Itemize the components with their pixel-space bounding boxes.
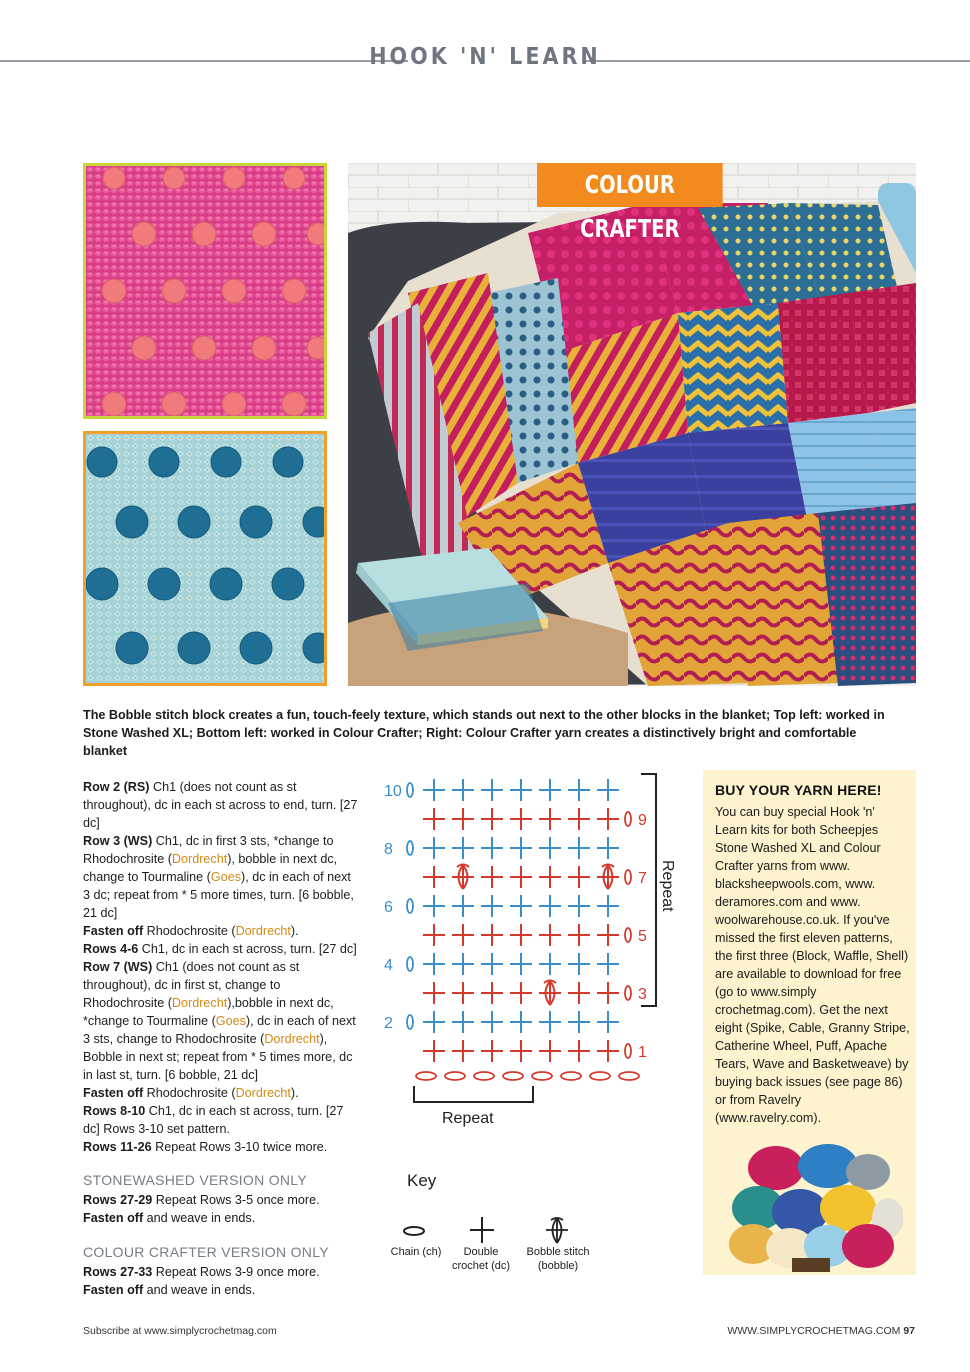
row-7: Row 7 (WS) Ch1 (does not count as st throughout), dc in first st, change to Rhodochrosite (Dordrecht),bobble in next dc, *change to Tourmaline (Goes), dc in each of next 3 sts, change to Rhodochrosite (Dordrecht), Bobble in next st; repeat from * 5 times more, dc in last st, turn. [6 bobble, 21 dc] bbox=[83, 960, 356, 1082]
stonewashed-heading: STONEWASHED VERSION ONLY bbox=[83, 1172, 307, 1188]
double-crochet-symbol bbox=[470, 1217, 494, 1243]
photo-caption: The Bobble stitch block creates a fun, touch-feely texture, which stands out next to the other blocks in the blanket; Top left: worked in Stone Washed XL; Bottom left: worked in Colour Crafter; Right: Colour Crafter yarn creates a distinctively bright and comfortable blanket bbox=[83, 708, 885, 758]
footer-site: WWW.SIMPLYCROCHETMAG.COM 97 bbox=[727, 1325, 915, 1337]
colourcrafter-fasten: Fasten off and weave in ends. bbox=[83, 1283, 256, 1297]
colourcrafter-rows: Rows 27-33 Repeat Rows 3-9 once more. bbox=[83, 1265, 320, 1279]
row-number-right: 7 bbox=[638, 870, 647, 887]
fasten-off-2: Fasten off Rhodochrosite (Dordrecht). bbox=[83, 1086, 299, 1100]
row-number-right: 3 bbox=[638, 986, 647, 1003]
pattern-instructions bbox=[83, 778, 358, 1156]
key-double-label: Double crochet (dc) bbox=[451, 1246, 511, 1272]
buy-yarn-title: BUY YOUR YARN HERE! bbox=[715, 782, 882, 798]
pink-swatch-photo bbox=[83, 163, 327, 419]
row-number-right: 1 bbox=[638, 1044, 647, 1061]
row-2: Row 2 (RS) Ch1 (does not count as st throughout), dc in each st across to end, turn. [27 dc] bbox=[83, 780, 358, 830]
row-number-left: 4 bbox=[384, 957, 393, 974]
turning-chain-mark bbox=[407, 1015, 413, 1029]
foundation-chain-mark bbox=[532, 1072, 552, 1080]
row-number-left: 2 bbox=[384, 1015, 393, 1032]
turning-chain-mark bbox=[625, 870, 631, 884]
repeat-label-horizontal: Repeat bbox=[442, 1110, 494, 1127]
key-chain-label: Chain (ch) bbox=[390, 1246, 442, 1258]
row-3: Row 3 (WS) Ch1, dc in first 3 sts, *change to Rhodochrosite (Dordrecht), bobble in next dc, change to Tourmaline (Goes), dc in each of next 3 dc; repeat from * 5 more times, turn. [6 bobble, 21 dc] bbox=[83, 834, 354, 920]
section-title: HOOK 'N' LEARN bbox=[369, 44, 601, 70]
turning-chain-mark bbox=[625, 986, 631, 1000]
stitch-chart bbox=[376, 768, 686, 1128]
rows-8-10: Rows 8-10 Ch1, dc in each st across, turn. [27 dc] Rows 3-10 set pattern. bbox=[83, 1104, 344, 1136]
repeat-bracket-horizontal bbox=[414, 1086, 533, 1102]
footer-subscribe: Subscribe at www.simplycrochetmag.com bbox=[83, 1325, 277, 1337]
key-symbols bbox=[398, 1214, 598, 1246]
row-number-right: 9 bbox=[638, 812, 647, 829]
key-title: Key bbox=[407, 1171, 437, 1190]
foundation-chain-mark bbox=[474, 1072, 494, 1080]
repeat-label-vertical: Repeat bbox=[659, 860, 676, 912]
bobble-symbol bbox=[546, 1218, 568, 1243]
repeat-bracket-vertical bbox=[641, 774, 656, 1006]
fasten-off-1: Fasten off Rhodochrosite (Dordrecht). bbox=[83, 924, 299, 938]
foundation-chain-mark bbox=[590, 1072, 610, 1080]
foundation-chain-mark bbox=[619, 1072, 639, 1080]
buy-yarn-body: You can buy special Hook 'n' Learn kits for both Scheepjes Stone Washed XL and Colour Crafter yarns from www. blacksheepwools.com, www. deramores.com and www. woolwarehouse.co.uk. If you've missed the first eleven patterns, the first three (Block, Waffle, Shell) are available to download for free (go to www.simply crochetmag.com). Get the next eight (Spike, Cable, Granny Stripe, Catherine Wheel, Puff, Apache Tears, Wave and Basketweave) by buying back issues (see page 86) or from Ravelry (www.ravelry.com). bbox=[715, 805, 910, 1125]
row-number-left: 8 bbox=[384, 841, 393, 858]
colourcrafter-heading: COLOUR CRAFTER VERSION ONLY bbox=[83, 1244, 329, 1260]
chain-symbol bbox=[404, 1227, 424, 1235]
yarn-balls-image bbox=[728, 1138, 903, 1273]
foundation-chain-mark bbox=[445, 1072, 465, 1080]
turning-chain-mark bbox=[407, 957, 413, 971]
row-number-left: 6 bbox=[384, 899, 393, 916]
turning-chain-mark bbox=[625, 1044, 631, 1058]
turning-chain-mark bbox=[407, 783, 413, 797]
page-number: 97 bbox=[903, 1325, 915, 1337]
buy-yarn-panel bbox=[703, 770, 916, 1275]
colour-crafter-badge: COLOUR CRAFTER bbox=[537, 163, 723, 207]
row-number-right: 5 bbox=[638, 928, 647, 945]
rows-11-26: Rows 11-26 Repeat Rows 3-10 twice more. bbox=[83, 1140, 328, 1154]
turning-chain-mark bbox=[407, 899, 413, 913]
foundation-chain-mark bbox=[503, 1072, 523, 1080]
stonewashed-rows: Rows 27-29 Repeat Rows 3-5 once more. bbox=[83, 1193, 320, 1207]
blue-swatch-photo bbox=[83, 431, 327, 686]
foundation-chain-mark bbox=[416, 1072, 436, 1080]
stonewashed-fasten: Fasten off and weave in ends. bbox=[83, 1211, 256, 1225]
turning-chain-mark bbox=[407, 841, 413, 855]
key-bobble-label: Bobble stitch (bobble) bbox=[526, 1246, 590, 1272]
turning-chain-mark bbox=[625, 928, 631, 942]
turning-chain-mark bbox=[625, 812, 631, 826]
row-number-left: 10 bbox=[384, 783, 402, 800]
foundation-chain-mark bbox=[561, 1072, 581, 1080]
rows-4-6: Rows 4-6 Ch1, dc in each st across, turn. [27 dc] bbox=[83, 942, 357, 956]
